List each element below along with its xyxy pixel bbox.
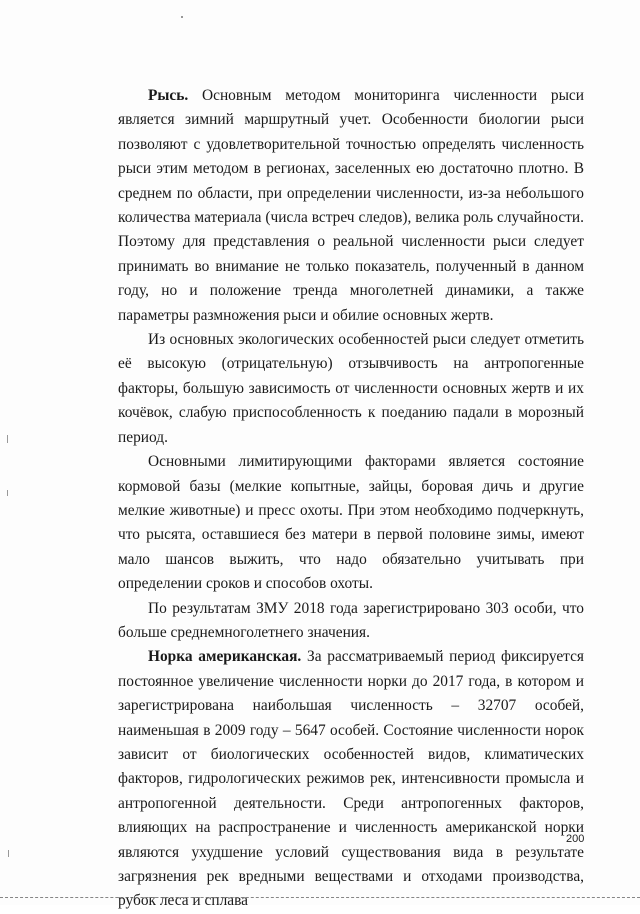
paragraph-text: За рассматриваемый период фиксируется постоянное увеличение численности норки до 2017 года, в котором и зарегистрирована наибольшая численность – 32707 особей, наименьшая в 2009 году – 5647 особей. Состояние численности норок зависит от биологических особенностей видов, климатических факторов, гидрологических режимов рек, интенсивности промысла и антропогенной деятельности. Среди антропогенных факторов, влияющих на распространение и численность американской норки являются ухудшение условий существования вида в результате загрязнения рек вредными веществами и отходами производства, рубок леса и сплава (118, 648, 584, 910)
scan-margin-mark (7, 490, 8, 496)
paragraph-limiting-factors (118, 450, 584, 596)
paragraph-text: Основными лимитирующими факторами является состояние кормовой базы (мелкие копытные, зайцы, боровая дичь и другие мелкие животные) и пресс охоты. При этом необходимо подчеркнуть, что рысята, оставшиеся без матери в первой половине зимы, имеют мало шансов выжить, что надо обязательно учитывать при определении сроков и способов охоты. (118, 453, 584, 593)
paragraph-lynx (118, 84, 584, 328)
paragraph-text: По результатам ЗМУ 2018 года зарегистрировано 303 особи, что больше среднемноголетнего значения. (118, 599, 584, 641)
paragraph-ecology (118, 328, 584, 450)
scan-margin-mark (8, 850, 9, 857)
section-heading-mink: Норка американская. (148, 648, 302, 666)
section-heading-lynx: Рысь. (148, 87, 189, 104)
page-number: 200 (566, 833, 585, 845)
scan-edge-line (0, 897, 640, 900)
paragraph-mink (118, 645, 584, 913)
scan-margin-mark (7, 435, 8, 443)
paragraph-text: Из основных экологических особенностей рыси следует отметить её высокую (отрицательную) отзывчивость на антропогенные факторы, большую зависимость от численности основных жертв и их кочёвок, слабую приспособленность к поеданию падали в морозный период. (118, 331, 584, 446)
body-text (118, 84, 584, 914)
paragraph-zmu-results (118, 597, 584, 646)
paragraph-text: Основным методом мониторинга численности рыси является зимний маршрутный учет. Особенности биологии рыси позволяют с удовлетворительной точностью определять численность рыси этим методом в регионах, заселенных ею достаточно плотно. В среднем по области, при определении численности, из-за небольшого количества материала (числа встреч следов), велика роль случайности. Поэтому для представления о реальной численности рыси следует принимать во внимание не только показатель, полученный в данном году, но и положение тренда многолетней динамики, а также параметры размножения рыси и обилие основных жертв. (118, 87, 584, 324)
scan-speck (181, 16, 183, 18)
